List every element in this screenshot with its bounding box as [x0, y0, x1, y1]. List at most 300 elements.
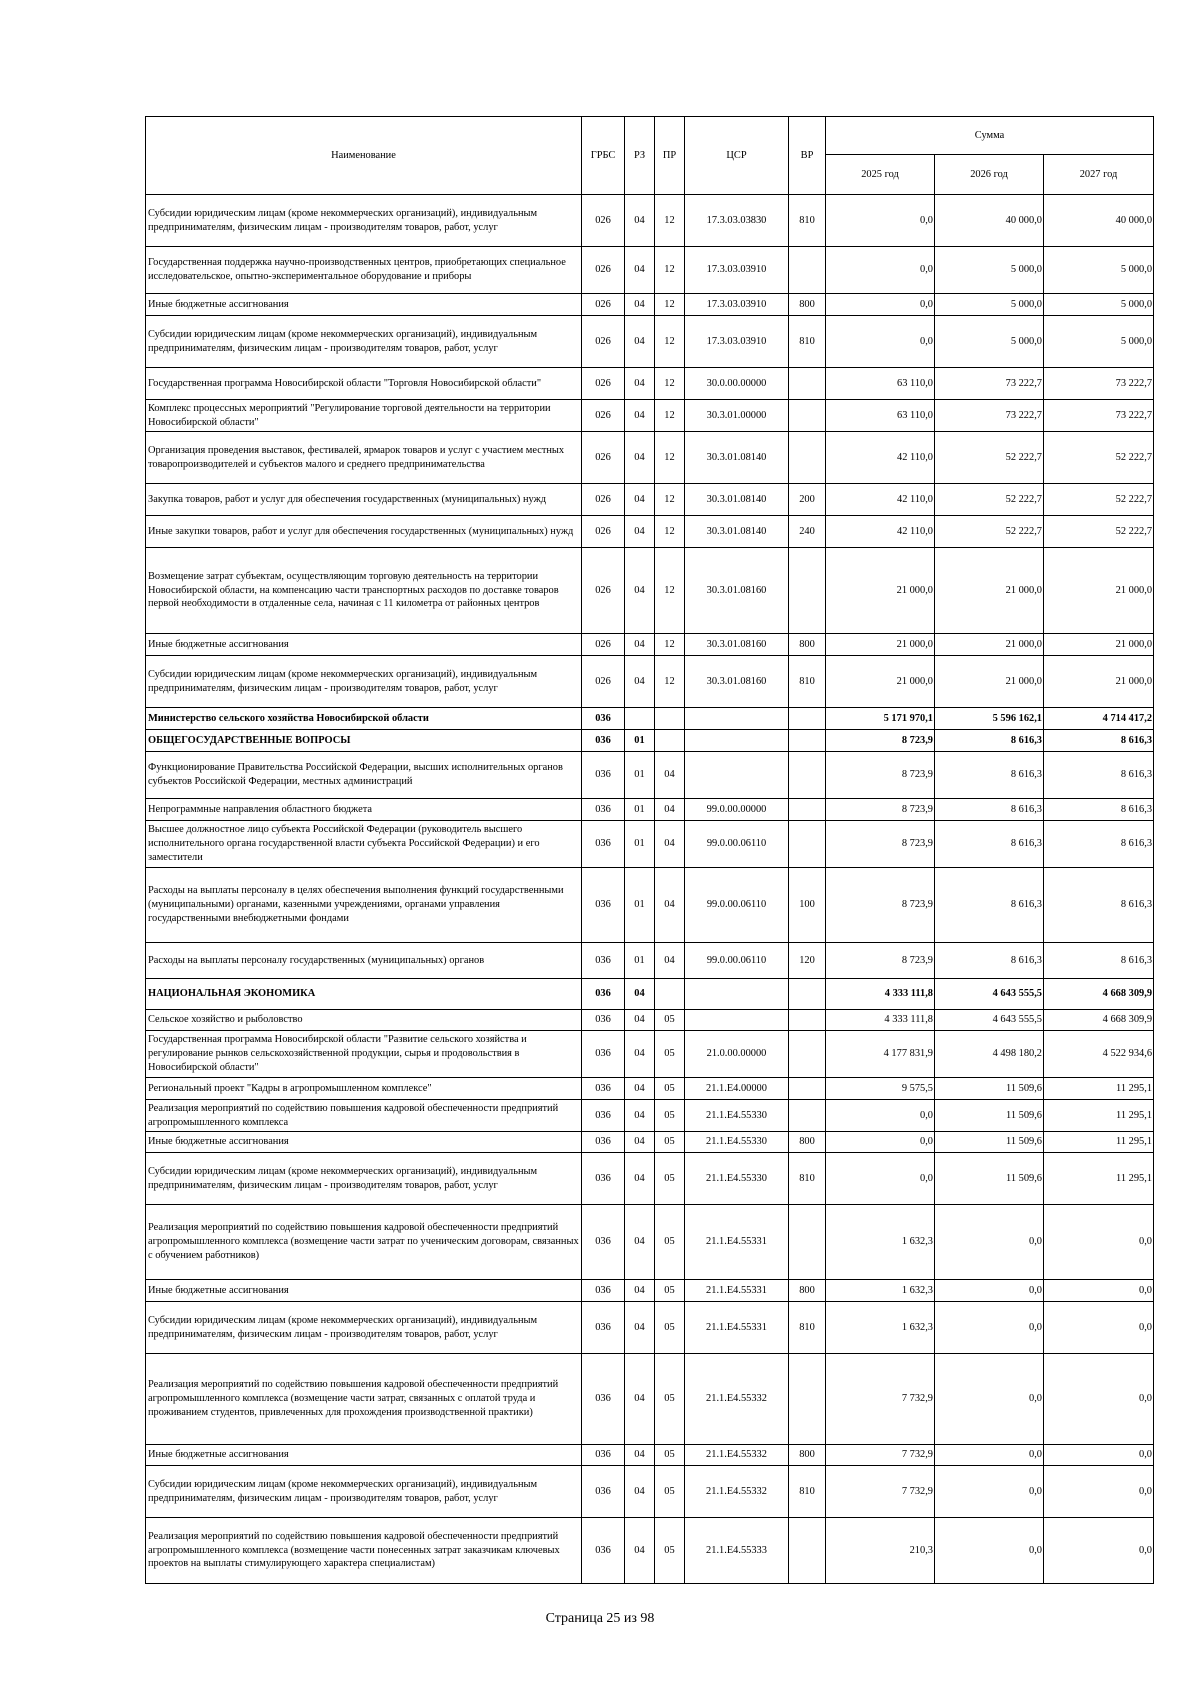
cell-rz: 01: [625, 943, 655, 979]
cell-pr: 12: [655, 484, 685, 516]
table-row: [146, 1466, 1154, 1518]
cell-grbs: 036: [582, 979, 625, 1010]
table-row: [146, 247, 1154, 294]
cell-pr: 12: [655, 294, 685, 316]
cell-name: Реализация мероприятий по содействию повышения кадровой обеспеченности предприятий агропромышленного комплекса: [146, 1100, 582, 1132]
cell-grbs: 026: [582, 247, 625, 294]
cell-csr: 99.0.00.00000: [685, 799, 789, 821]
cell-2026: 11 509,6: [935, 1078, 1044, 1100]
cell-vr: 240: [789, 516, 826, 548]
cell-name: Министерство сельского хозяйства Новосибирской области: [146, 708, 582, 730]
header-2027: 2027 год: [1044, 155, 1154, 195]
cell-pr: 05: [655, 1518, 685, 1584]
cell-vr: 810: [789, 656, 826, 708]
cell-2026: 0,0: [935, 1205, 1044, 1280]
cell-pr: 05: [655, 1031, 685, 1078]
cell-name: Реализация мероприятий по содействию повышения кадровой обеспеченности предприятий агропромышленного комплекса (возмещение части понесенных затрат заказчикам ключевых проектов на выплаты стимулирующего характера специалистам): [146, 1518, 582, 1584]
cell-grbs: 036: [582, 1153, 625, 1205]
table-row: [146, 548, 1154, 634]
cell-rz: 04: [625, 316, 655, 368]
cell-rz: 04: [625, 432, 655, 484]
cell-2025: 1 632,3: [826, 1302, 935, 1354]
cell-vr: 810: [789, 1153, 826, 1205]
cell-2025: 8 723,9: [826, 821, 935, 868]
cell-2025: 1 632,3: [826, 1205, 935, 1280]
cell-grbs: 036: [582, 821, 625, 868]
cell-grbs: 036: [582, 1078, 625, 1100]
cell-name: Организация проведения выставок, фестивалей, ярмарок товаров и услуг с участием местных товаропроизводителей и субъектов малого и среднего предпринимательства: [146, 432, 582, 484]
table-row: [146, 656, 1154, 708]
cell-csr: [685, 708, 789, 730]
cell-2027: 21 000,0: [1044, 548, 1154, 634]
cell-2026: 8 616,3: [935, 752, 1044, 799]
table-row: [146, 708, 1154, 730]
cell-2027: 0,0: [1044, 1205, 1154, 1280]
cell-pr: 04: [655, 868, 685, 943]
cell-csr: 21.1.E4.55332: [685, 1466, 789, 1518]
cell-2026: 4 643 555,5: [935, 1010, 1044, 1031]
cell-pr: 05: [655, 1466, 685, 1518]
table-header: [146, 117, 1154, 195]
cell-grbs: 036: [582, 1010, 625, 1031]
cell-2026: 8 616,3: [935, 730, 1044, 752]
cell-vr: 200: [789, 484, 826, 516]
cell-vr: [789, 708, 826, 730]
cell-rz: 04: [625, 548, 655, 634]
cell-2026: 0,0: [935, 1466, 1044, 1518]
cell-pr: 12: [655, 316, 685, 368]
header-pr: ПР: [655, 117, 685, 195]
cell-vr: 800: [789, 294, 826, 316]
cell-pr: 05: [655, 1153, 685, 1205]
cell-rz: 04: [625, 1205, 655, 1280]
cell-2027: 4 668 309,9: [1044, 1010, 1154, 1031]
cell-pr: [655, 708, 685, 730]
cell-rz: [625, 708, 655, 730]
cell-grbs: 026: [582, 484, 625, 516]
cell-rz: 04: [625, 294, 655, 316]
table-row: [146, 368, 1154, 400]
cell-2027: 0,0: [1044, 1354, 1154, 1445]
cell-name: Субсидии юридическим лицам (кроме некоммерческих организаций), индивидуальным предпринимателям, физическим лицам - производителям товаров, работ, услуг: [146, 656, 582, 708]
cell-name: Иные бюджетные ассигнования: [146, 1445, 582, 1466]
cell-csr: 30.3.01.08160: [685, 656, 789, 708]
cell-pr: 12: [655, 432, 685, 484]
cell-2027: 21 000,0: [1044, 656, 1154, 708]
cell-grbs: 026: [582, 432, 625, 484]
cell-2027: 0,0: [1044, 1445, 1154, 1466]
cell-2026: 52 222,7: [935, 484, 1044, 516]
cell-csr: 21.1.E4.55332: [685, 1354, 789, 1445]
cell-pr: 05: [655, 1078, 685, 1100]
cell-csr: [685, 1010, 789, 1031]
cell-2025: 0,0: [826, 1132, 935, 1153]
header-csr: ЦСР: [685, 117, 789, 195]
table-row: [146, 1518, 1154, 1584]
cell-2026: 73 222,7: [935, 368, 1044, 400]
cell-csr: 21.1.E4.55330: [685, 1132, 789, 1153]
cell-rz: 04: [625, 634, 655, 656]
cell-grbs: 026: [582, 400, 625, 432]
cell-grbs: 036: [582, 1518, 625, 1584]
cell-grbs: 026: [582, 634, 625, 656]
cell-pr: 12: [655, 656, 685, 708]
table-row: [146, 195, 1154, 247]
cell-name: Субсидии юридическим лицам (кроме некоммерческих организаций), индивидуальным предпринимателям, физическим лицам - производителям товаров, работ, услуг: [146, 1466, 582, 1518]
cell-csr: 99.0.00.06110: [685, 868, 789, 943]
table-row: [146, 730, 1154, 752]
cell-grbs: 026: [582, 368, 625, 400]
cell-vr: 800: [789, 1280, 826, 1302]
cell-2025: 0,0: [826, 1153, 935, 1205]
cell-grbs: 036: [582, 868, 625, 943]
cell-name: Субсидии юридическим лицам (кроме некоммерческих организаций), индивидуальным предпринимателям, физическим лицам - производителям товаров, работ, услуг: [146, 195, 582, 247]
cell-grbs: 036: [582, 1280, 625, 1302]
cell-2025: 7 732,9: [826, 1445, 935, 1466]
cell-pr: 12: [655, 195, 685, 247]
cell-csr: 30.3.01.08160: [685, 548, 789, 634]
cell-2027: 8 616,3: [1044, 730, 1154, 752]
cell-csr: [685, 752, 789, 799]
cell-vr: [789, 400, 826, 432]
cell-vr: 810: [789, 316, 826, 368]
cell-2026: 52 222,7: [935, 516, 1044, 548]
cell-2027: 0,0: [1044, 1518, 1154, 1584]
cell-2027: 8 616,3: [1044, 868, 1154, 943]
cell-2025: 63 110,0: [826, 368, 935, 400]
cell-vr: 810: [789, 195, 826, 247]
cell-2025: 0,0: [826, 195, 935, 247]
cell-2026: 8 616,3: [935, 821, 1044, 868]
cell-name: Субсидии юридическим лицам (кроме некоммерческих организаций), индивидуальным предпринимателям, физическим лицам - производителям товаров, работ, услуг: [146, 316, 582, 368]
cell-vr: [789, 752, 826, 799]
cell-2026: 0,0: [935, 1445, 1044, 1466]
cell-name: Государственная программа Новосибирской области "Развитие сельского хозяйства и регулирование рынков сельскохозяйственной продукции, сырья и продовольствия в Новосибирской области": [146, 1031, 582, 1078]
header-2025: 2025 год: [826, 155, 935, 195]
cell-2026: 73 222,7: [935, 400, 1044, 432]
cell-rz: 01: [625, 821, 655, 868]
table-row: [146, 979, 1154, 1010]
cell-vr: 800: [789, 634, 826, 656]
cell-2025: 42 110,0: [826, 484, 935, 516]
cell-pr: 05: [655, 1302, 685, 1354]
cell-pr: 05: [655, 1010, 685, 1031]
cell-rz: 04: [625, 1466, 655, 1518]
table-row: [146, 432, 1154, 484]
cell-2025: 8 723,9: [826, 730, 935, 752]
cell-vr: [789, 1031, 826, 1078]
cell-name: Реализация мероприятий по содействию повышения кадровой обеспеченности предприятий агропромышленного комплекса (возмещение части затрат по ученическим договорам, связанных с обучением работников): [146, 1205, 582, 1280]
page-number: Страница 25 из 98: [545, 1611, 655, 1626]
cell-2027: 8 616,3: [1044, 799, 1154, 821]
cell-csr: 99.0.00.06110: [685, 943, 789, 979]
cell-2025: 4 177 831,9: [826, 1031, 935, 1078]
cell-rz: 04: [625, 1010, 655, 1031]
table-row: [146, 1153, 1154, 1205]
cell-grbs: 036: [582, 1205, 625, 1280]
cell-rz: 04: [625, 195, 655, 247]
cell-grbs: 036: [582, 943, 625, 979]
cell-2025: 4 333 111,8: [826, 1010, 935, 1031]
cell-rz: 04: [625, 247, 655, 294]
cell-vr: [789, 548, 826, 634]
cell-grbs: 036: [582, 730, 625, 752]
cell-csr: 21.1.E4.55330: [685, 1100, 789, 1132]
cell-2025: 21 000,0: [826, 548, 935, 634]
cell-rz: 04: [625, 1445, 655, 1466]
cell-2026: 4 643 555,5: [935, 979, 1044, 1010]
cell-2027: 73 222,7: [1044, 400, 1154, 432]
cell-csr: 30.3.01.00000: [685, 400, 789, 432]
cell-pr: 12: [655, 516, 685, 548]
cell-2026: 21 000,0: [935, 634, 1044, 656]
cell-name: Комплекс процессных мероприятий "Регулирование торговой деятельности на территории Новосибирской области": [146, 400, 582, 432]
cell-name: Субсидии юридическим лицам (кроме некоммерческих организаций), индивидуальным предпринимателям, физическим лицам - производителям товаров, работ, услуг: [146, 1153, 582, 1205]
cell-2026: 0,0: [935, 1280, 1044, 1302]
cell-pr: 05: [655, 1354, 685, 1445]
cell-2027: 11 295,1: [1044, 1132, 1154, 1153]
cell-name: Расходы на выплаты персоналу государственных (муниципальных) органов: [146, 943, 582, 979]
cell-2025: 8 723,9: [826, 752, 935, 799]
cell-2026: 0,0: [935, 1354, 1044, 1445]
cell-vr: [789, 821, 826, 868]
cell-rz: 04: [625, 1280, 655, 1302]
cell-2026: 4 498 180,2: [935, 1031, 1044, 1078]
table-row: [146, 634, 1154, 656]
cell-grbs: 036: [582, 1031, 625, 1078]
cell-name: Функционирование Правительства Российской Федерации, высших исполнительных органов субъектов Российской Федерации, местных администраций: [146, 752, 582, 799]
table-row: [146, 484, 1154, 516]
cell-grbs: 036: [582, 1100, 625, 1132]
cell-name: Иные бюджетные ассигнования: [146, 1280, 582, 1302]
cell-2027: 40 000,0: [1044, 195, 1154, 247]
cell-2026: 0,0: [935, 1518, 1044, 1584]
cell-2027: 0,0: [1044, 1466, 1154, 1518]
cell-rz: 04: [625, 1078, 655, 1100]
table-row: [146, 316, 1154, 368]
cell-pr: 12: [655, 247, 685, 294]
cell-vr: 810: [789, 1302, 826, 1354]
cell-grbs: 026: [582, 316, 625, 368]
cell-vr: [789, 730, 826, 752]
cell-name: Государственная программа Новосибирской области "Торговля Новосибирской области": [146, 368, 582, 400]
cell-name: Иные бюджетные ассигнования: [146, 634, 582, 656]
cell-name: Расходы на выплаты персоналу в целях обеспечения выполнения функций государственными (муниципальными) органами, казенными учреждениями, органами управления государственными внебюджетными фондами: [146, 868, 582, 943]
cell-2026: 11 509,6: [935, 1132, 1044, 1153]
cell-vr: [789, 1010, 826, 1031]
cell-pr: 12: [655, 548, 685, 634]
cell-2027: 5 000,0: [1044, 294, 1154, 316]
cell-rz: 01: [625, 868, 655, 943]
cell-2027: 0,0: [1044, 1302, 1154, 1354]
cell-rz: 04: [625, 516, 655, 548]
cell-vr: 800: [789, 1132, 826, 1153]
cell-csr: 21.1.E4.55332: [685, 1445, 789, 1466]
cell-2026: 8 616,3: [935, 799, 1044, 821]
table-row: [146, 400, 1154, 432]
cell-2026: 8 616,3: [935, 868, 1044, 943]
cell-2025: 0,0: [826, 247, 935, 294]
cell-csr: 21.1.E4.55331: [685, 1205, 789, 1280]
cell-2027: 4 668 309,9: [1044, 979, 1154, 1010]
cell-csr: 30.3.01.08140: [685, 516, 789, 548]
table-row: [146, 294, 1154, 316]
cell-csr: 30.3.01.08140: [685, 432, 789, 484]
cell-2027: 5 000,0: [1044, 247, 1154, 294]
cell-csr: 21.0.00.00000: [685, 1031, 789, 1078]
cell-grbs: 036: [582, 1354, 625, 1445]
cell-rz: 01: [625, 799, 655, 821]
cell-rz: 04: [625, 656, 655, 708]
cell-csr: 17.3.03.03830: [685, 195, 789, 247]
table-row: [146, 1205, 1154, 1280]
cell-2027: 11 295,1: [1044, 1153, 1154, 1205]
cell-csr: 30.0.00.00000: [685, 368, 789, 400]
cell-2027: 4 714 417,2: [1044, 708, 1154, 730]
cell-name: Иные бюджетные ассигнования: [146, 1132, 582, 1153]
cell-2027: 52 222,7: [1044, 432, 1154, 484]
cell-vr: [789, 432, 826, 484]
cell-2026: 40 000,0: [935, 195, 1044, 247]
table-row: [146, 868, 1154, 943]
cell-2026: 11 509,6: [935, 1100, 1044, 1132]
cell-2027: 8 616,3: [1044, 943, 1154, 979]
cell-2025: 0,0: [826, 1100, 935, 1132]
table-row: [146, 1302, 1154, 1354]
cell-pr: 12: [655, 400, 685, 432]
cell-grbs: 026: [582, 656, 625, 708]
cell-rz: 04: [625, 1132, 655, 1153]
budget-table: [145, 116, 1154, 1584]
cell-pr: 12: [655, 634, 685, 656]
cell-pr: 04: [655, 799, 685, 821]
cell-vr: [789, 1518, 826, 1584]
header-sum: Сумма: [826, 117, 1154, 155]
cell-grbs: 036: [582, 1445, 625, 1466]
cell-2027: 52 222,7: [1044, 484, 1154, 516]
cell-grbs: 026: [582, 516, 625, 548]
cell-name: Непрограммные направления областного бюджета: [146, 799, 582, 821]
cell-2027: 11 295,1: [1044, 1078, 1154, 1100]
cell-2026: 5 000,0: [935, 316, 1044, 368]
cell-rz: 01: [625, 752, 655, 799]
table-row: [146, 752, 1154, 799]
cell-2025: 8 723,9: [826, 799, 935, 821]
cell-2025: 0,0: [826, 316, 935, 368]
cell-2027: 8 616,3: [1044, 752, 1154, 799]
table-row: [146, 799, 1154, 821]
cell-grbs: 026: [582, 294, 625, 316]
cell-2025: 21 000,0: [826, 656, 935, 708]
cell-csr: 17.3.03.03910: [685, 294, 789, 316]
cell-name: Высшее должностное лицо субъекта Российской Федерации (руководитель высшего исполнительного органа государственной власти субъекта Российской Федерации) и его заместители: [146, 821, 582, 868]
cell-vr: 100: [789, 868, 826, 943]
cell-csr: 30.3.01.08140: [685, 484, 789, 516]
cell-rz: 04: [625, 1302, 655, 1354]
cell-csr: 17.3.03.03910: [685, 247, 789, 294]
cell-rz: 04: [625, 400, 655, 432]
cell-rz: 04: [625, 484, 655, 516]
cell-pr: 04: [655, 752, 685, 799]
cell-vr: [789, 979, 826, 1010]
cell-2025: 7 732,9: [826, 1466, 935, 1518]
cell-2027: 11 295,1: [1044, 1100, 1154, 1132]
table-row: [146, 1280, 1154, 1302]
cell-csr: 21.1.E4.55331: [685, 1302, 789, 1354]
cell-2027: 5 000,0: [1044, 316, 1154, 368]
header-2026: 2026 год: [935, 155, 1044, 195]
cell-vr: [789, 247, 826, 294]
table-row: [146, 1078, 1154, 1100]
cell-2027: 21 000,0: [1044, 634, 1154, 656]
cell-2026: 5 000,0: [935, 247, 1044, 294]
cell-2027: 0,0: [1044, 1280, 1154, 1302]
cell-name: Государственная поддержка научно-производственных центров, приобретающих специальное исследовательское, опытно-экспериментальное оборудование и приборы: [146, 247, 582, 294]
table-row: [146, 516, 1154, 548]
cell-pr: 04: [655, 821, 685, 868]
cell-rz: 04: [625, 1031, 655, 1078]
cell-name: Закупка товаров, работ и услуг для обеспечения государственных (муниципальных) нужд: [146, 484, 582, 516]
cell-pr: [655, 979, 685, 1010]
cell-csr: 99.0.00.06110: [685, 821, 789, 868]
header-name: Наименование: [146, 117, 582, 195]
cell-vr: 810: [789, 1466, 826, 1518]
cell-2025: 42 110,0: [826, 432, 935, 484]
cell-pr: 05: [655, 1205, 685, 1280]
cell-2026: 21 000,0: [935, 548, 1044, 634]
table-row: [146, 1354, 1154, 1445]
cell-name: Возмещение затрат субъектам, осуществляющим торговую деятельность на территории Новосибирской области, на компенсацию части транспортных расходов по доставке товаров первой необходимости в отдаленные села, начиная с 11 километра от районных центров: [146, 548, 582, 634]
cell-pr: [655, 730, 685, 752]
cell-name: Сельское хозяйство и рыболовство: [146, 1010, 582, 1031]
cell-2027: 73 222,7: [1044, 368, 1154, 400]
cell-name: НАЦИОНАЛЬНАЯ ЭКОНОМИКА: [146, 979, 582, 1010]
cell-grbs: 026: [582, 195, 625, 247]
cell-vr: [789, 1078, 826, 1100]
cell-vr: [789, 1354, 826, 1445]
cell-2027: 8 616,3: [1044, 821, 1154, 868]
cell-rz: 04: [625, 1100, 655, 1132]
cell-name: Региональный проект "Кадры в агропромышленном комплексе": [146, 1078, 582, 1100]
cell-2025: 4 333 111,8: [826, 979, 935, 1010]
cell-rz: 04: [625, 1354, 655, 1445]
cell-2025: 21 000,0: [826, 634, 935, 656]
cell-name: Иные закупки товаров, работ и услуг для обеспечения государственных (муниципальных) нужд: [146, 516, 582, 548]
cell-csr: 21.1.E4.55330: [685, 1153, 789, 1205]
cell-2027: 52 222,7: [1044, 516, 1154, 548]
cell-2025: 63 110,0: [826, 400, 935, 432]
cell-rz: 04: [625, 979, 655, 1010]
cell-2025: 9 575,5: [826, 1078, 935, 1100]
cell-name: Субсидии юридическим лицам (кроме некоммерческих организаций), индивидуальным предпринимателям, физическим лицам - производителям товаров, работ, услуг: [146, 1302, 582, 1354]
cell-csr: 21.1.E4.55333: [685, 1518, 789, 1584]
cell-grbs: 026: [582, 548, 625, 634]
cell-rz: 04: [625, 368, 655, 400]
header-grbs: ГРБС: [582, 117, 625, 195]
cell-pr: 12: [655, 368, 685, 400]
cell-vr: [789, 1205, 826, 1280]
table-row: [146, 1031, 1154, 1078]
table-row: [146, 1100, 1154, 1132]
cell-pr: 05: [655, 1132, 685, 1153]
cell-csr: 21.1.E4.00000: [685, 1078, 789, 1100]
cell-vr: 800: [789, 1445, 826, 1466]
cell-2026: 21 000,0: [935, 656, 1044, 708]
cell-2025: 8 723,9: [826, 943, 935, 979]
cell-2027: 4 522 934,6: [1044, 1031, 1154, 1078]
cell-2026: 5 000,0: [935, 294, 1044, 316]
cell-grbs: 036: [582, 1302, 625, 1354]
